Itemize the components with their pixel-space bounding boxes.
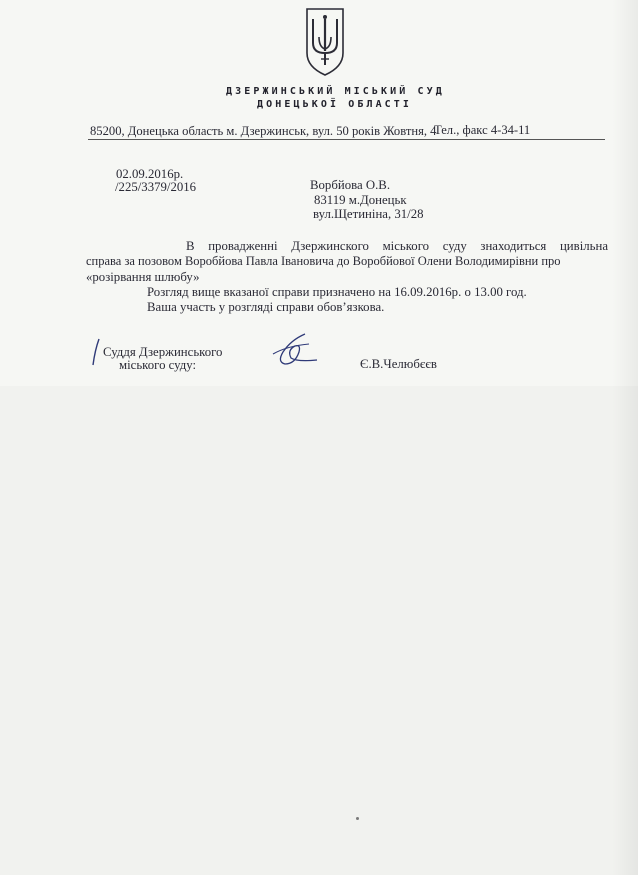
signature-role-line2: міського суду:	[119, 358, 197, 372]
body-line-2: справа за позовом Воробйова Павла Івановича до Воробйової Олени Володимирівни про	[86, 254, 561, 268]
pen-stroke-mark	[91, 338, 101, 366]
body-line-4: Розгляд вище вказаної справи призначено на 16.09.2016р. о 13.00 год.	[147, 285, 527, 299]
body-line-5: Ваша участь у розгляді справи обов’язкова.	[147, 300, 385, 314]
trident-emblem-icon	[303, 7, 347, 77]
court-name-line1: ДЗЕРЖИНСЬКИЙ МІСЬКИЙ СУД	[226, 86, 445, 97]
recipient-name: Ворбйова О.В.	[310, 178, 391, 192]
court-address: 85200, Донецька область м. Дзержинськ, вул. 50 років Жовтня, 4	[90, 124, 437, 138]
court-name-line2: ДОНЕЦЬКОЇ ОБЛАСТІ	[257, 99, 413, 110]
body-line-3: «розірвання шлюбу»	[86, 270, 200, 284]
document-date: 02.09.2016р.	[116, 167, 184, 181]
judge-name: Є.В.Челюбєєв	[360, 357, 437, 371]
page-edge-shadow	[612, 0, 638, 875]
body-line-1: В провадженні Дзержинского міського суду знаходиться цивільна	[186, 239, 608, 253]
case-number: /225/3379/2016	[115, 180, 197, 194]
court-phone: Тел., факс 4-34-11	[434, 123, 531, 137]
recipient-city: 83119 м.Донецьк	[314, 193, 407, 207]
paper-speck	[356, 817, 359, 820]
signature-role-line1: Суддя Дзержинського	[103, 345, 223, 359]
handwritten-signature	[265, 330, 321, 370]
header-rule	[88, 139, 605, 140]
blank-sheet	[0, 386, 638, 875]
recipient-street: вул.Щетиніна, 31/28	[313, 207, 424, 221]
